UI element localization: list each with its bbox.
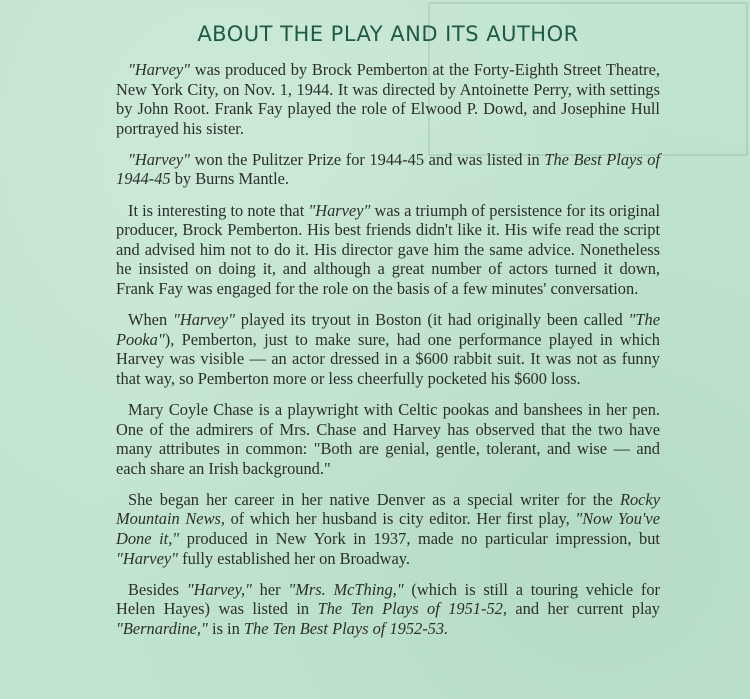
text-run: played its tryout in Boston (it had originally been called (234, 310, 629, 330)
italic-title-run: The Ten Best Plays of 1952-53. (243, 618, 449, 638)
text-run: ), Pemberton, just to make sure, had one performance played in which Harvey was visible — an actor dressed in a $600 rabbit suit. It was not as funny that way, so Pemberton more or less cheerfully pocketed his $600 loss. (116, 329, 660, 388)
paragraph-6 (116, 490, 660, 568)
italic-title-run: Rocky Mountain News, (116, 489, 660, 529)
text-run: (which is still a touring vehicle for Helen Hayes) was listed in (116, 579, 660, 619)
italic-title-run: The Ten Plays of 1951-52, (317, 599, 507, 619)
italic-title-run: "Harvey," (186, 579, 252, 599)
italic-title-run: "Bernardine," (116, 618, 208, 638)
paragraph-7 (116, 580, 660, 639)
text-run: and her current play (506, 599, 660, 619)
italic-title-run: "The Pooka" (116, 310, 661, 349)
paragraph-5 (116, 400, 660, 478)
text-run: Besides (128, 579, 187, 599)
text-run: fully established her on Broadway. (178, 548, 411, 568)
paragraph-1 (116, 60, 660, 138)
italic-title-run: The Best Plays of 1944-45 (116, 149, 660, 189)
italic-title-run: "Harvey" (128, 149, 191, 169)
text-run: Mary Coyle Chase is a playwright with Celtic pookas and banshees in her pen. One of the admirers of Mrs. Chase and Harvey has observed that the two have many attributes in common: "Both are genial, gentle, tolerant, and wise — and each share an Irish background." (116, 399, 660, 478)
paragraph-4 (116, 310, 660, 388)
italic-title-run: "Harvey" (308, 200, 371, 220)
paragraph-2 (116, 150, 660, 189)
italic-title-run: "Harvey" (116, 548, 179, 568)
paragraph-3 (116, 201, 660, 299)
text-run: won the Pulitzer Prize for 1944-45 and was listed in (190, 149, 545, 169)
page-title: ABOUT THE PLAY AND ITS AUTHOR (197, 22, 579, 46)
text-run: was a triumph of persistence for its original producer, Brock Pemberton. His best friends didn't like it. His wife read the script and advised him not to do it. His director gave him the same advice. Nonetheless he insisted on doing it, and although a great number of actors turned it down, Frank Fay was engaged for the role on the basis of a few minutes' conversation. (116, 200, 660, 298)
italic-title-run: "Now You've Done it," (116, 509, 660, 548)
text-run: She began her career in her native Denver as a special writer for the (128, 489, 620, 509)
text-run: of which her husband is city editor. Her first play, (224, 509, 576, 529)
italic-title-run: "Mrs. McThing," (288, 579, 404, 599)
italic-title-run: "Harvey" (172, 310, 235, 330)
article-column (116, 22, 660, 650)
text-run: by Burns Mantle. (170, 169, 290, 189)
text-run: is in (207, 618, 244, 638)
text-run: It is interesting to note that (128, 200, 309, 220)
text-run: her (251, 579, 289, 599)
italic-title-run: "Harvey" (128, 60, 191, 79)
text-run: When (128, 310, 173, 330)
text-run: produced in New York in 1937, made no particular impression, but (179, 528, 660, 548)
text-run: was produced by Brock Pemberton at the Forty-Eighth Street Theatre, New York City, on Nov. 1, 1944. It was directed by Antoinette Perry, with settings by John Root. Frank Fay played the role of Elwood P. Dowd, and Josephine Hull portrayed his sister. (116, 60, 660, 138)
article-body (116, 60, 660, 638)
